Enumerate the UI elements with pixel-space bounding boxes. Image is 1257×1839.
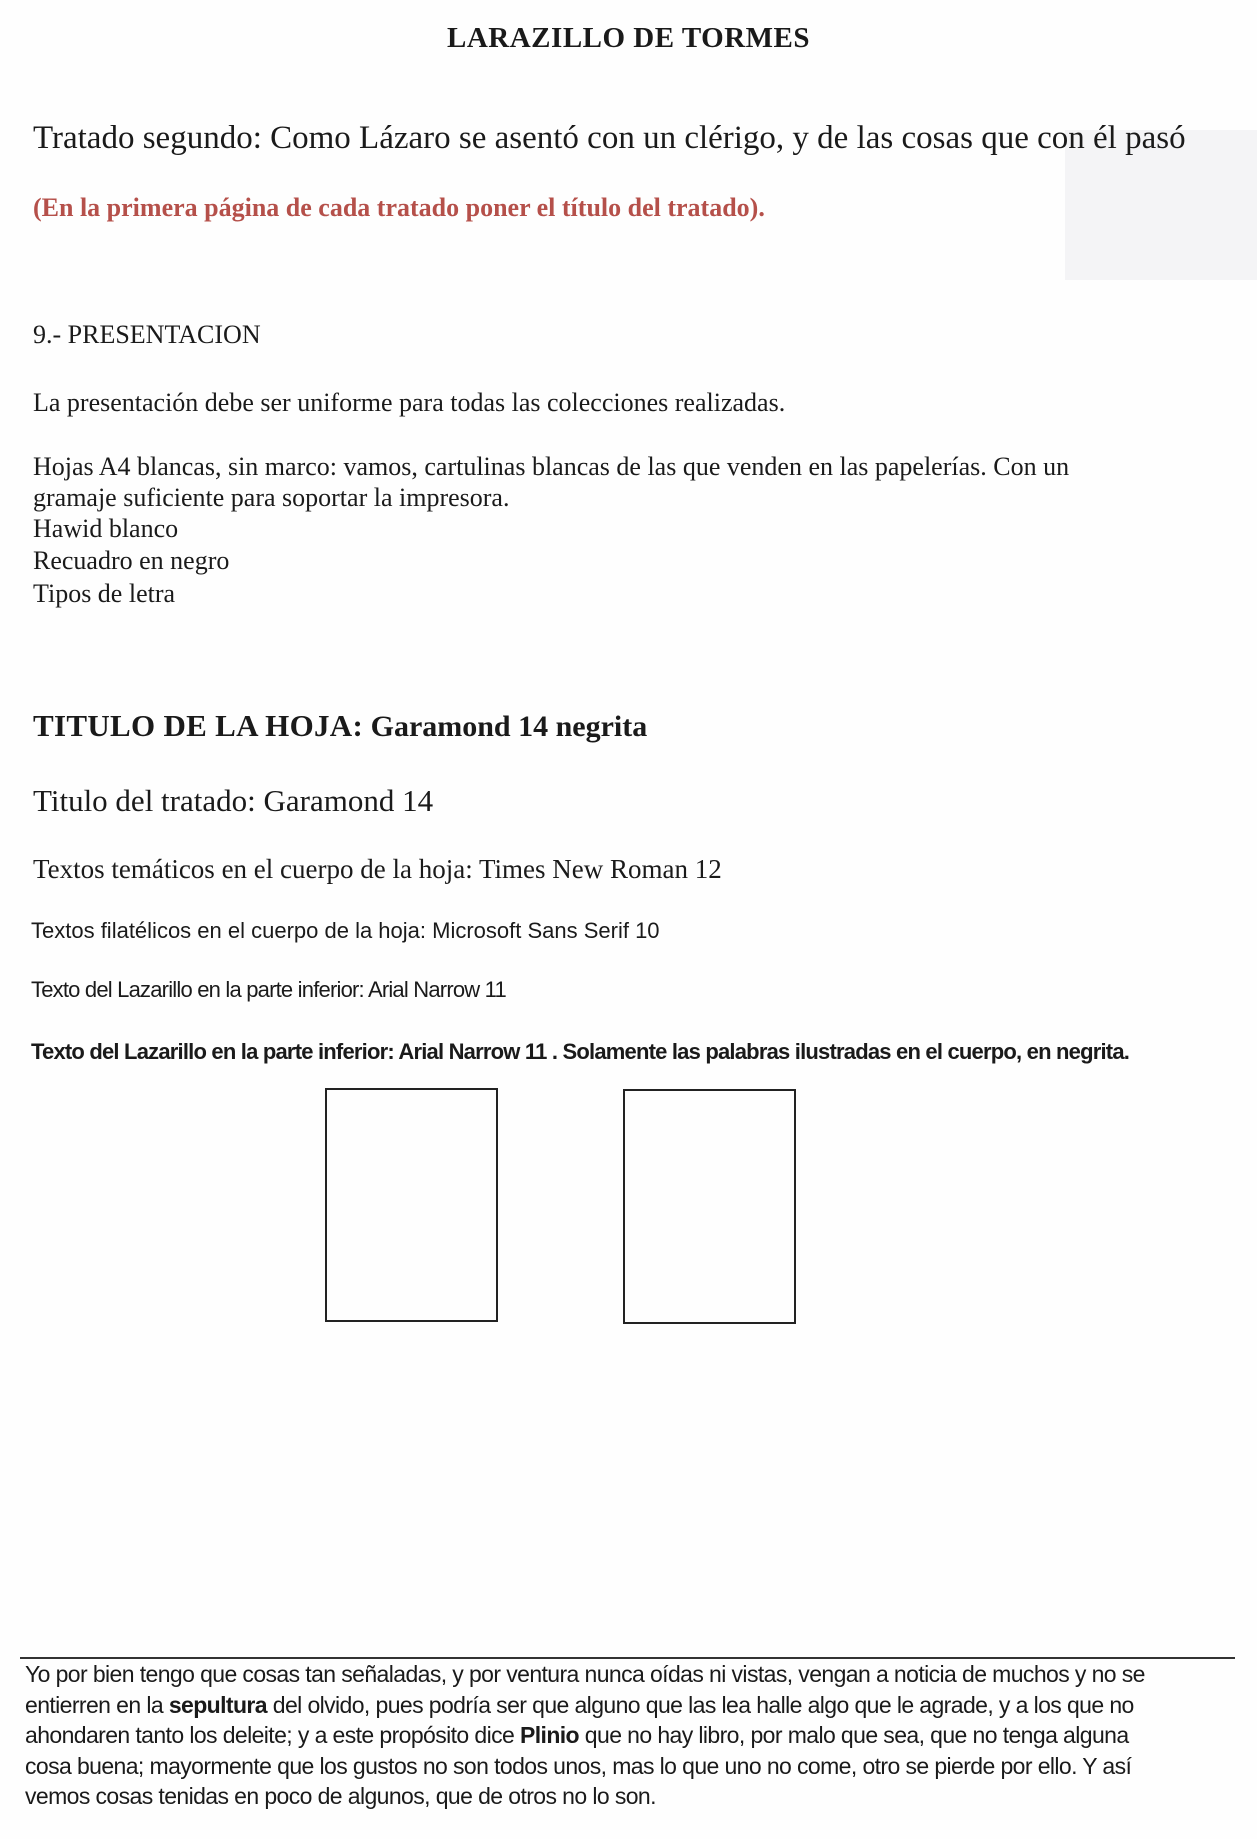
spec-lazarillo-font: Texto del Lazarillo en la parte inferior: Arial Narrow 11 [31,977,506,1002]
stamp-frame [623,1089,796,1324]
spec-lazarillo-bold-font: Texto del Lazarillo en la parte inferior: Arial Narrow 11 . Solamente las palabras ilustradas en el cuerpo, en negrita. [31,1039,1130,1064]
footer-text-segment: entierren en la [25,1691,169,1718]
document-title: LARAZILLO DE TORMES [447,22,810,54]
footer-line [25,1720,1235,1751]
list-item: Recuadro en negro [33,546,230,575]
footer-line [25,1690,1235,1721]
spec-thematic-font: Textos temáticos en el cuerpo de la hoja: Times New Roman 12 [33,854,722,884]
red-instruction-note: (En la primera página de cada tratado poner el título del tratado). [33,193,765,222]
paragraph-paper-line-1: Hojas A4 blancas, sin marco: vamos, cartulinas blancas de las que venden en las papelerías. Con un [33,452,1070,481]
sheet-title-label: TITULO DE LA HOJA: [33,708,364,743]
footer-text-segment: que no hay libro, por malo que sea, que no tenga alguna [579,1722,1129,1748]
section-heading: 9.- PRESENTACION [33,320,261,349]
sheet-title-font: Garamond 14 negrita [363,710,648,743]
spec-tratado-font: Titulo del tratado: Garamond 14 [33,783,434,818]
footer-line: vemos cosas tenidas en poco de algunos, que de otros no lo son. [25,1783,656,1809]
list-item: Hawid blanco [33,514,179,543]
stamp-frame [325,1088,498,1322]
sheet-title-spec [33,708,647,744]
list-item: Tipos de letra [33,579,176,608]
spec-philatelic-font: Textos filatélicos en el cuerpo de la hoja: Microsoft Sans Serif 10 [31,918,660,943]
footer-line: Yo por bien tengo que cosas tan señaladas, y por ventura nunca oídas ni vistas, vengan a noticia de muchos y no se [25,1661,1145,1687]
bold-word-plinio: Plinio [520,1722,580,1748]
bold-word-sepultura: sepultura [168,1691,267,1718]
footer-text-segment: ahondaren tanto los deleite; y a este propósito dice [25,1722,520,1748]
treatise-subtitle: Tratado segundo: Como Lázaro se asentó con un clérigo, y de las cosas que con él pasó [33,120,1186,156]
footer-line: cosa buena; mayormente que los gustos no son todos unos, mas lo que uno no come, otro se pierde por ello. Y así [25,1752,1132,1779]
paragraph-paper-line-2: gramaje suficiente para soportar la impresora. [33,483,510,512]
paragraph-uniform: La presentación debe ser uniforme para todas las colecciones realizadas. [33,388,786,417]
footer-quote [25,1659,1235,1812]
footer-text-segment: del olvido, pues podría ser que alguno que las lea halle algo que le agrade, y a los que no [266,1691,1134,1718]
